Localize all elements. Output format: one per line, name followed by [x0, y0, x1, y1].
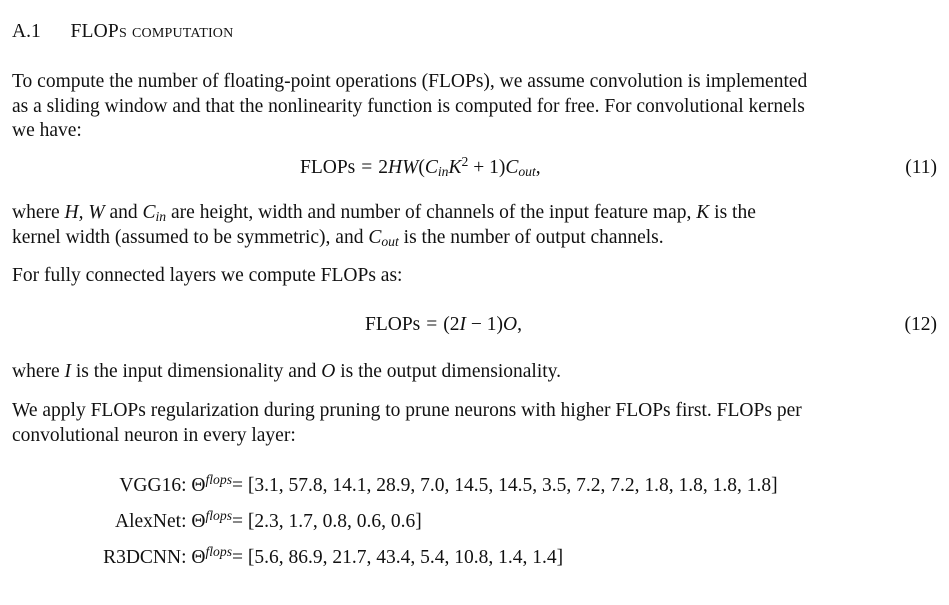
flops-row-alexnet: [0, 507, 949, 540]
paragraph-variables-line-1: where H, W and $C_{in}$ are height, width and number of channels of the input feature map, K is the: [12, 202, 756, 225]
paragraph-regularization: [12, 399, 937, 448]
section-title: FLOPs computation: [70, 21, 234, 42]
equation-12-number: (12): [904, 314, 937, 335]
paragraph-regularization-line-1: We apply FLOPs regularization during pruning to prune neurons with higher FLOPs first. FLOPs per: [12, 400, 802, 421]
paragraph-intro-line-3: we have:: [12, 120, 82, 141]
section-heading: [12, 20, 233, 45]
flops-row-vgg16: [0, 471, 949, 504]
equation-12-lhs: FLOPs: [365, 314, 421, 335]
flops-row-values: = [2.3, 1.7, 0.8, 0.6, 0.6]: [232, 511, 422, 532]
flops-row-values: = [5.6, 86.9, 21.7, 43.4, 5.4, 10.8, 1.4, 1.4]: [232, 547, 564, 568]
paragraph-fc: [12, 264, 937, 289]
flops-row-label: VGG16: $\Theta^{flops}$: [119, 471, 232, 496]
flops-row-values: = [3.1, 57.8, 14.1, 28.9, 7.0, 14.5, 14.5, 3.5, 7.2, 7.2, 1.8, 1.8, 1.8, 1.8]: [232, 475, 778, 496]
paragraph-fc-line: For fully connected layers we compute FLOPs as:: [12, 265, 403, 286]
equation-11-body: FLOPs = $2HW(C_{in}K^2 + 1)C_{out}$,: [300, 153, 541, 180]
section-number: A.1: [12, 21, 41, 42]
paragraph-regularization-line-2: convolutional neuron in every layer:: [12, 424, 296, 446]
equation-12-body: FLOPs = (2I − 1)O,: [365, 314, 522, 335]
paragraph-variables-line-2: kernel width (assumed to be symmetric), and $C_{out}$ is the number of output channels.: [12, 226, 664, 249]
flops-row-r3dcnn: [0, 543, 949, 576]
equation-11-number: (11): [905, 157, 937, 178]
paragraph-intro-line-2: as a sliding window and that the nonlinearity function is computed for free. For convolutional kernels: [12, 95, 805, 117]
paragraph-variables: [12, 201, 937, 250]
paragraph-intro-line-1: To compute the number of floating-point operations (FLOPs), we assume convolution is implemented: [12, 71, 808, 92]
paragraph-intro: [12, 70, 937, 144]
paragraph-dims: [12, 360, 937, 385]
flops-row-label: AlexNet: $\Theta^{flops}$: [115, 507, 232, 532]
flops-row-label: R3DCNN: $\Theta^{flops}$: [103, 543, 232, 568]
paragraph-dims-line: where I is the input dimensionality and O is the output dimensionality.: [12, 361, 562, 382]
equation-11-lhs: FLOPs: [300, 157, 356, 178]
